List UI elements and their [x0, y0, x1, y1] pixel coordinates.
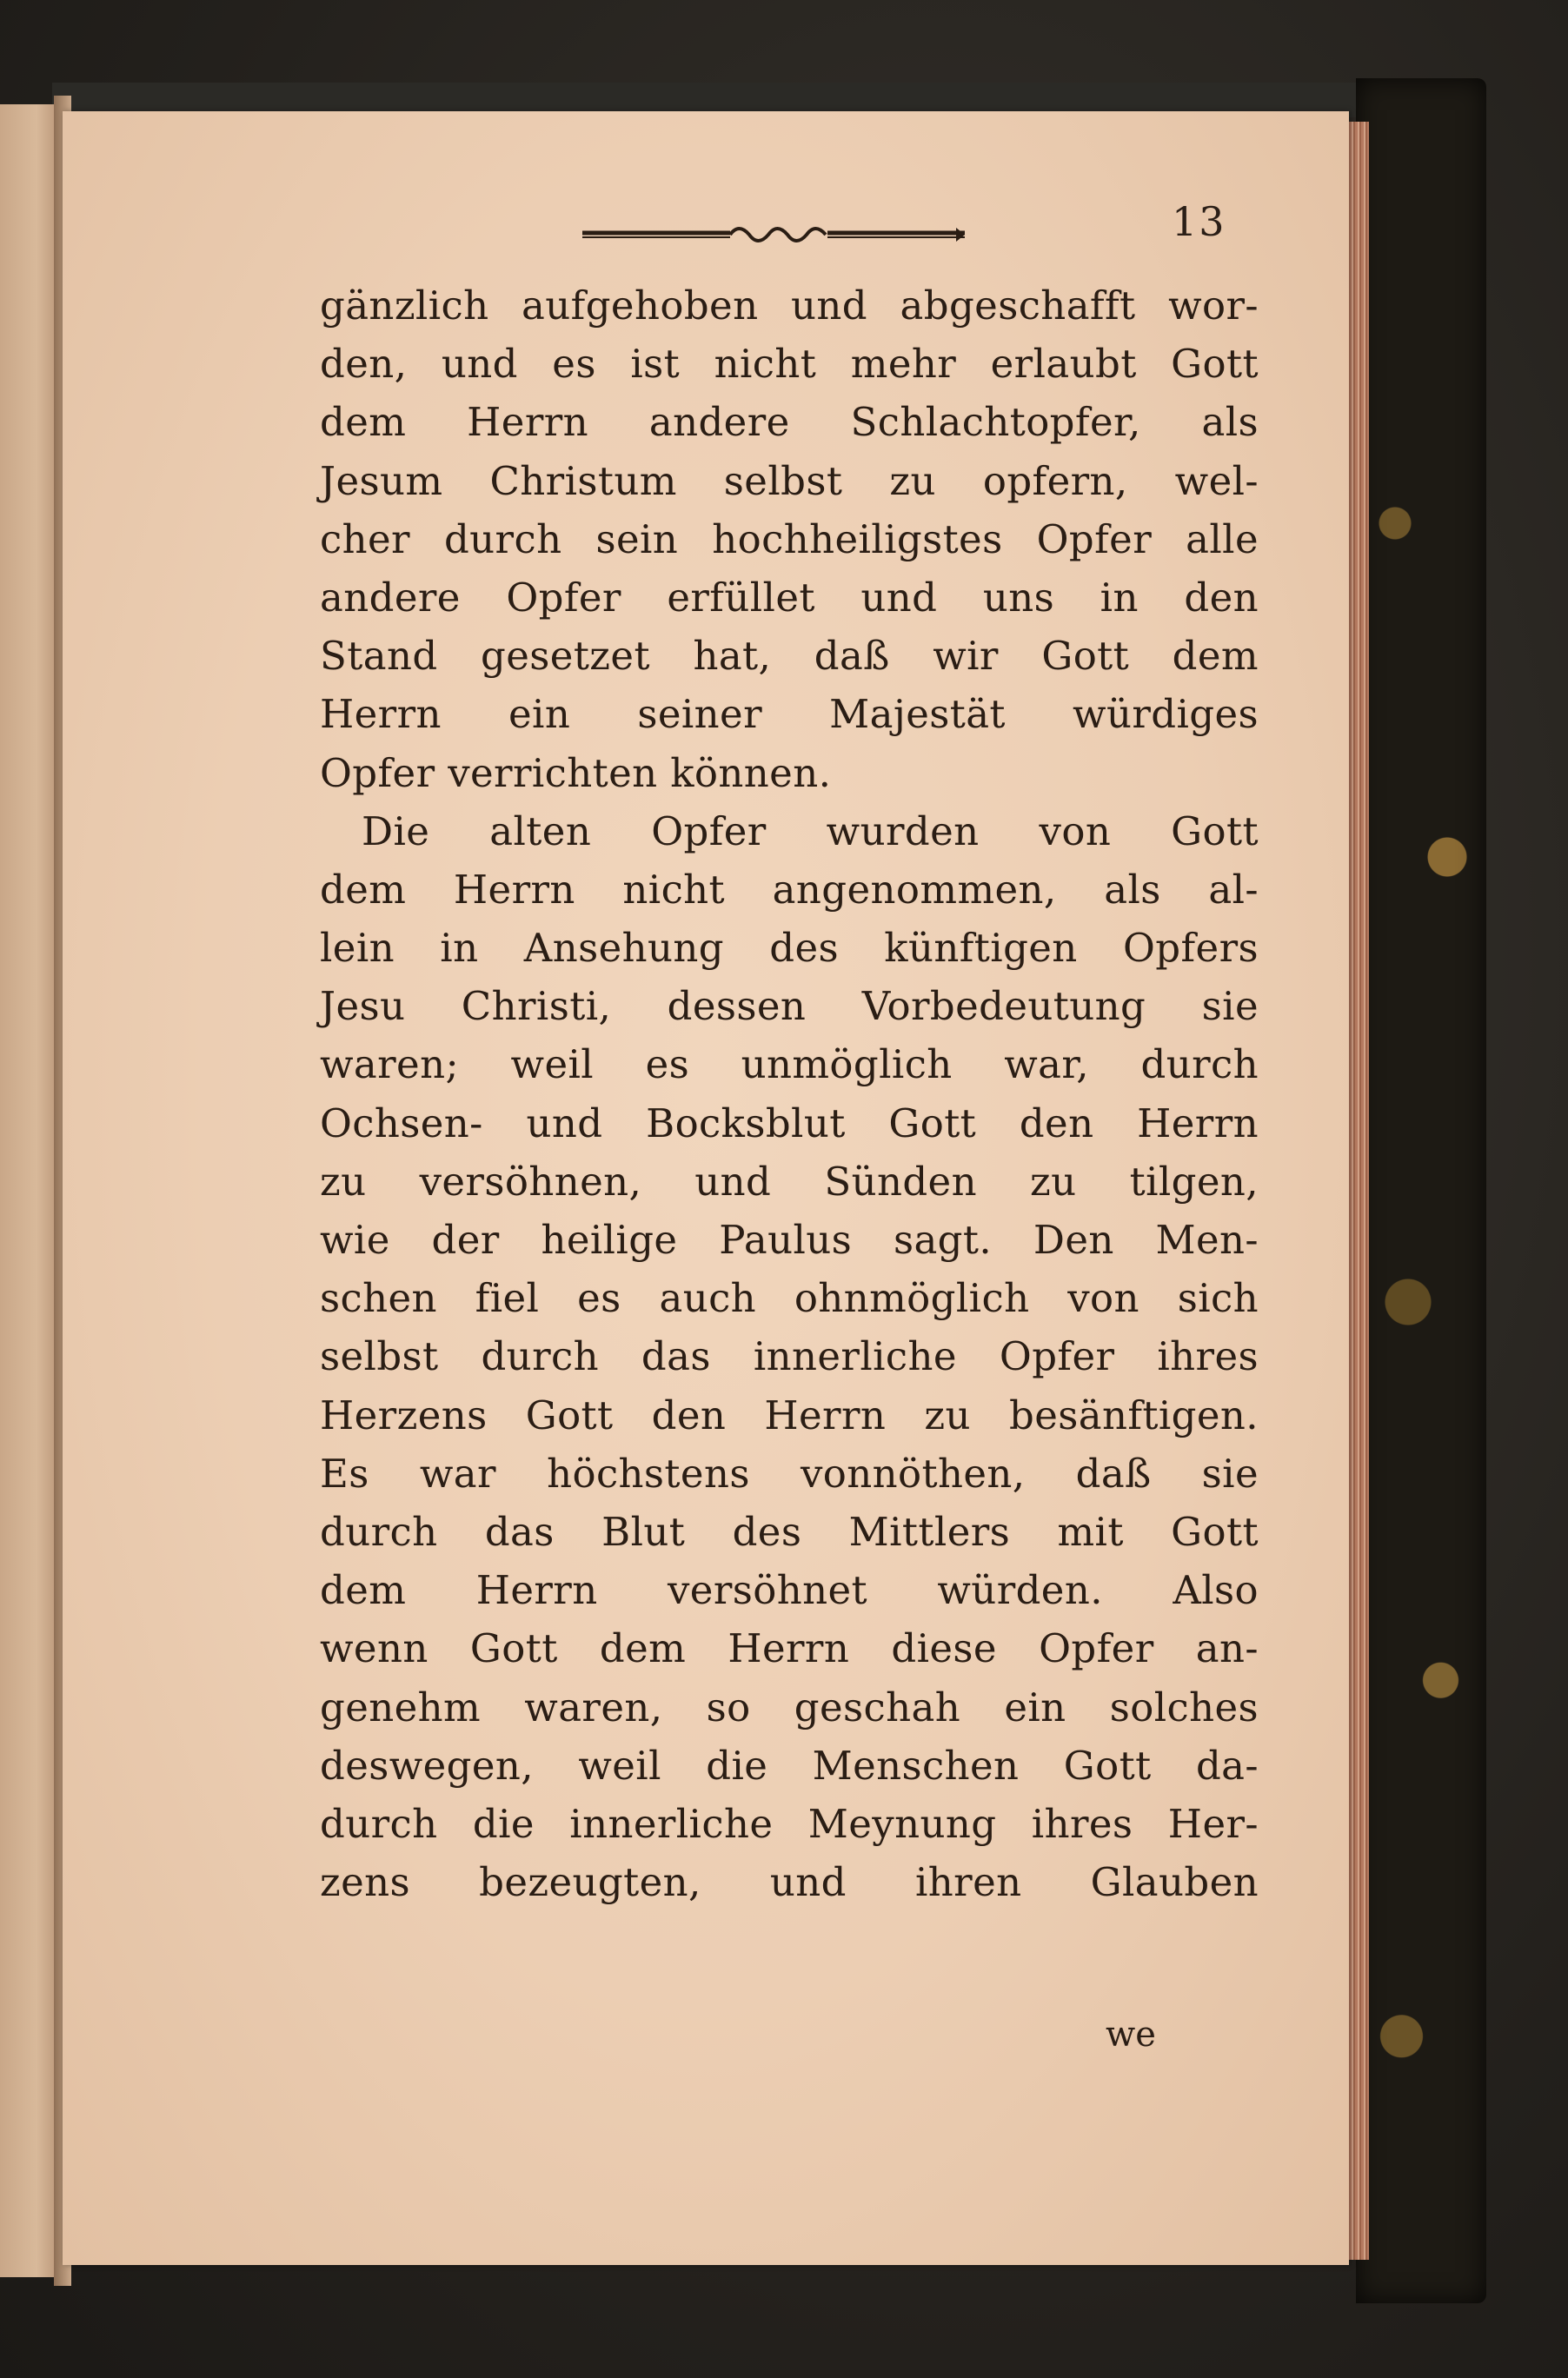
text-line-8: Herrn ein seiner Majestät würdiges [320, 691, 1259, 738]
text-line-21: Es war höchstens vonnöthen, daß sie [320, 1450, 1259, 1497]
text-line-23: dem Herrn versöhnet würden. Also [320, 1567, 1259, 1614]
text-line-18: schen fiel es auch ohnmöglich von sich [320, 1275, 1259, 1322]
text-line-4: Jesum Christum selbst zu opfern, wel- [320, 457, 1259, 504]
text-line-2: den, und es ist nicht mehr erlaubt Gott [320, 341, 1259, 388]
text-line-26: deswegen, weil die Menschen Gott da- [320, 1742, 1259, 1789]
text-line-27: durch die innerliche Meynung ihres Her- [320, 1800, 1259, 1847]
text-line-1: gänzlich aufgehoben und abgeschafft wor- [320, 282, 1259, 329]
text-line-19: selbst durch das innerliche Opfer ihres [320, 1333, 1259, 1380]
text-line-20: Herzens Gott den Herrn zu besänftigen. [320, 1392, 1259, 1438]
marbled-book-cover [1356, 78, 1486, 2303]
text-line-28: zens bezeugten, und ihren Glauben [320, 1859, 1259, 1906]
text-line-7: Stand gesetzet hat, daß wir Gott dem [320, 633, 1259, 680]
body-text [320, 276, 1259, 1911]
text-line-24: wenn Gott dem Herrn diese Opfer an- [320, 1625, 1259, 1672]
text-line-14: waren; weil es unmöglich war, durch [320, 1041, 1259, 1088]
text-line-5: cher durch sein hochheiligstes Opfer alle [320, 515, 1259, 562]
text-line-11: dem Herrn nicht angenommen, als al- [320, 866, 1259, 913]
page-number: 13 [1172, 198, 1226, 245]
catchword: we [1106, 2015, 1156, 2055]
header-ornament-icon [582, 216, 965, 247]
text-line-3: dem Herrn andere Schlachtopfer, als [320, 399, 1259, 446]
text-line-25: genehm waren, so geschah ein solches [320, 1684, 1259, 1730]
text-line-9: Opfer verrichten können. [320, 749, 832, 796]
text-line-10: Die alten Opfer wurden von Gott [362, 807, 1259, 854]
text-line-17: wie der heilige Paulus sagt. Den Men- [320, 1217, 1259, 1263]
text-line-6: andere Opfer erfüllet und uns in den [320, 574, 1259, 621]
left-facing-page [0, 104, 61, 2277]
text-line-13: Jesu Christi, dessen Vorbedeutung sie [320, 983, 1259, 1030]
text-line-22: durch das Blut des Mittlers mit Gott [320, 1508, 1259, 1555]
text-line-12: lein in Ansehung des künftigen Opfers [320, 925, 1259, 972]
text-line-15: Ochsen- und Bocksblut Gott den Herrn [320, 1099, 1259, 1146]
text-line-16: zu versöhnen, und Sünden zu tilgen, [320, 1158, 1259, 1205]
